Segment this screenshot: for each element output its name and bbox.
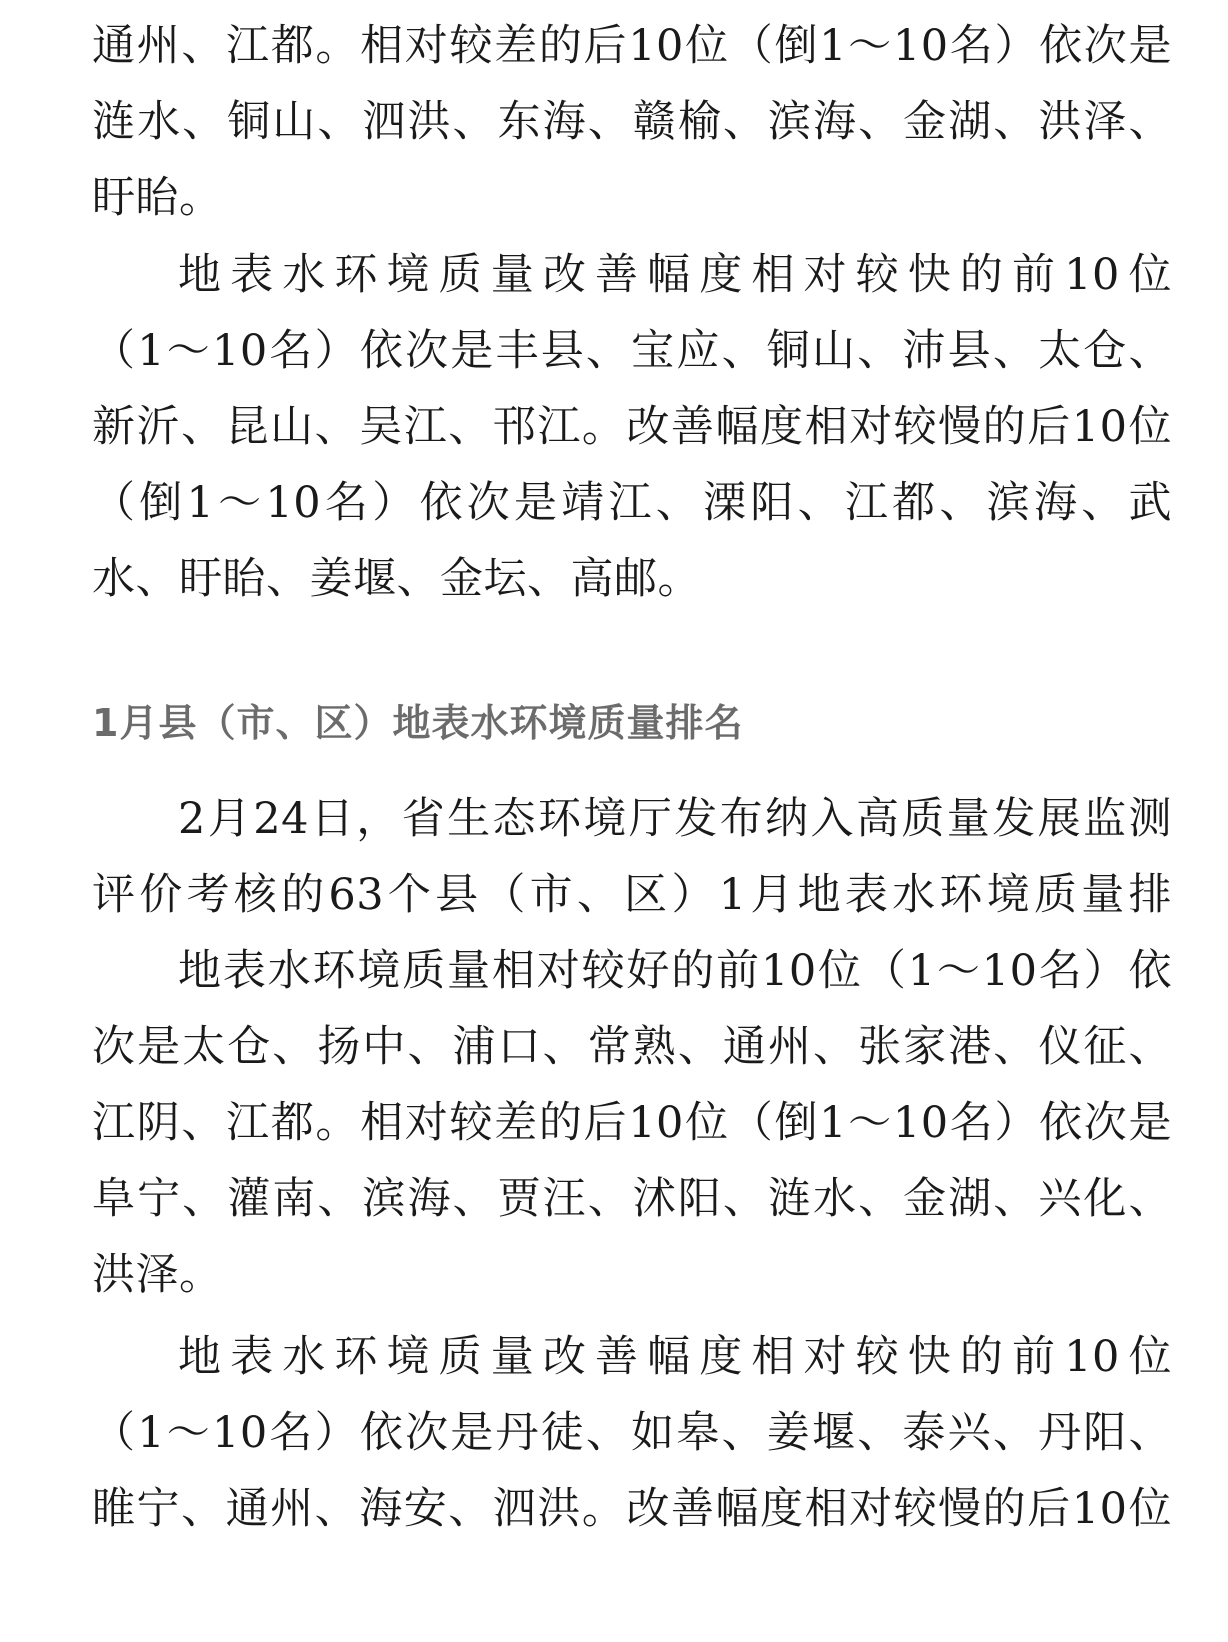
paragraph-line: 洪泽。 (92, 1250, 223, 1300)
paragraph-line-indented: 地表水环境质量相对较好的前10位（1～10名）依 (178, 946, 1172, 996)
paragraph-line: 评价考核的63个县（市、区）1月地表水环境质量排 (92, 870, 1172, 920)
paragraph-line-indented: 地表水环境质量改善幅度相对较快的前10位 (178, 250, 1172, 300)
paragraph-line: 盱眙。 (92, 173, 223, 223)
paragraph-line: （1～10名）依次是丹徒、如皋、姜堰、泰兴、丹阳、 (92, 1408, 1172, 1458)
paragraph-line: 涟水、铜山、泗洪、东海、赣榆、滨海、金湖、洪泽、 (92, 97, 1172, 147)
paragraph-line: 通州、江都。相对较差的后10位（倒1～10名）依次是 (92, 21, 1172, 71)
paragraph-line: 睢宁、通州、海安、泗洪。改善幅度相对较慢的后10位 (92, 1484, 1172, 1534)
paragraph-line: 水、盱眙、姜堰、金坛、高邮。 (92, 554, 701, 604)
paragraph-line: 次是太仓、扬中、浦口、常熟、通州、张家港、仪征、 (92, 1022, 1172, 1072)
section-heading: 1月县（市、区）地表水环境质量排名 (92, 701, 744, 745)
paragraph-line: （1～10名）依次是丰县、宝应、铜山、沛县、太仓、 (92, 326, 1172, 376)
paragraph-line: 江阴、江都。相对较差的后10位（倒1～10名）依次是 (92, 1098, 1172, 1148)
paragraph-line-indented: 地表水环境质量改善幅度相对较快的前10位 (178, 1332, 1172, 1382)
paragraph-line: 新沂、昆山、吴江、邗江。改善幅度相对较慢的后10位 (92, 402, 1172, 452)
paragraph-line: 阜宁、灌南、滨海、贾汪、沭阳、涟水、金湖、兴化、 (92, 1174, 1172, 1224)
paragraph-line: （倒1～10名）依次是靖江、溧阳、江都、滨海、武 (92, 478, 1172, 528)
paragraph-line-indented: 2月24日，省生态环境厅发布纳入高质量发展监测 (178, 794, 1172, 844)
